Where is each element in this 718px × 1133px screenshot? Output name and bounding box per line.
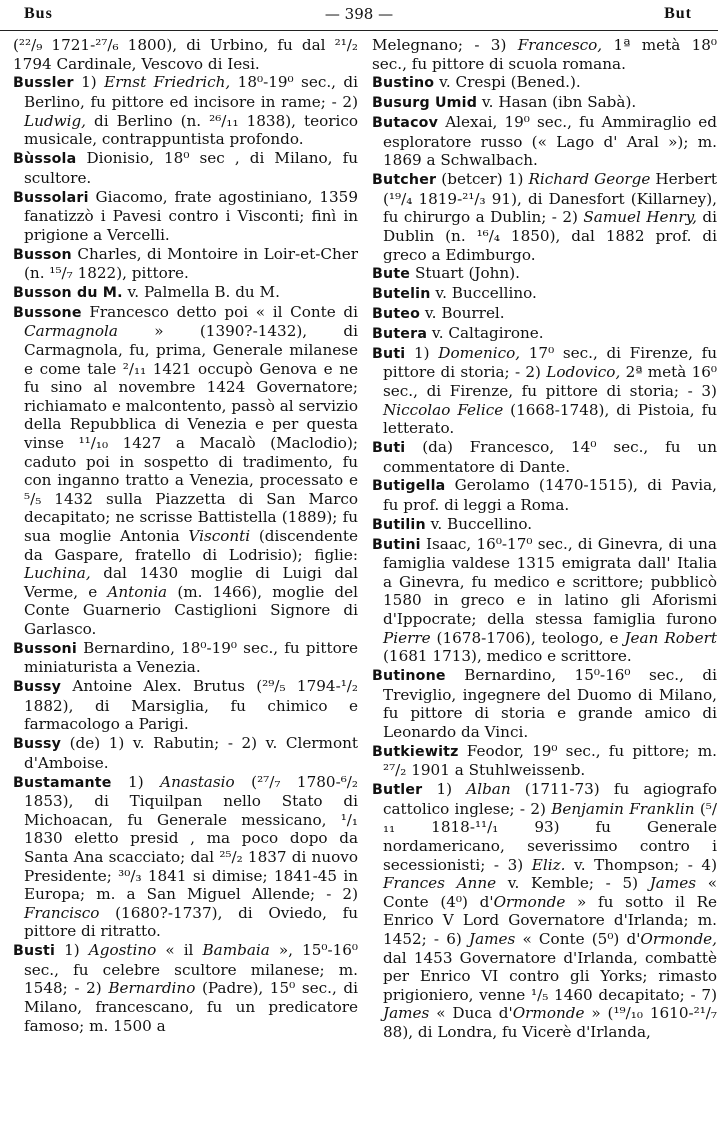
entry-text: 1) bbox=[405, 343, 439, 362]
entry-italic-text: Benjamin Franklin bbox=[551, 799, 695, 818]
dictionary-entry bbox=[372, 93, 717, 113]
entry-text: v. Caltagirone. bbox=[427, 323, 544, 342]
entry-headword: Buti bbox=[372, 439, 406, 456]
entry-headword: Butigella bbox=[372, 478, 446, 495]
entry-headword: Busurg Umid bbox=[372, 95, 478, 112]
entry-text: « il bbox=[156, 941, 203, 960]
entry-text: (Padre), 15⁰ sec., di Milano, francescano, fu un predicatore famoso; m. 1500 a bbox=[24, 979, 358, 1035]
entry-text: v. Palmella B. du M. bbox=[122, 282, 280, 301]
entry-text: (²⁷/₇ 1780-⁶/₂ 1853), di Tiquilpan nello Stato di Michoacan, fu Generale messicano, ¹/₁ 1830 eletto presid , ma poco dopo da Santa Ana scacciato; dal ²⁵/₂ 1837 di nuovo Presidente; ³⁰/₃ 1841 si dimise; 1841-45 in Europa; m. a San Miguel Allende; - 2) bbox=[24, 772, 358, 904]
entry-text: (betcer) 1) bbox=[436, 170, 529, 189]
entry-text: » (¹⁹/₁₀ 1610-²¹/₇ 88), di Londra, fu Vicerè d'Irlanda, bbox=[383, 1004, 717, 1041]
entry-text: 1) bbox=[422, 780, 467, 799]
entry-text: (m. 1466), moglie del Conte Guarnerio Castiglioni Signore di Garlasco. bbox=[24, 582, 358, 638]
entry-text: (⁵/₁₁ 1818-¹¹/₁ 93) fu Generale nordamericano, severissimo contro i secessionisti; - 3) bbox=[383, 799, 717, 874]
entry-text: v. Buccellino. bbox=[430, 284, 537, 303]
entry-text: (1668-1748), di Pistoia, fu letterato. bbox=[383, 400, 717, 438]
entry-text: » (1390?-1432), di Carmagnola, fu, prima, Generale milanese e come tale ²/₁₁ 1421 occupò Genova e ne fu sino al novembre 1424 Governatore; richiamato e malcontento, passò al servizio della Repubblica di Venezia e per questa vinse ¹¹/₁₀ 1427 a Macalò (Maclodio); caduto poi in sospetto di tradimento, fu con inganno tratto a Venezia, processato e ⁵/₅ 1432 sulla Piazzetta di San Marco decapitato; ne scrisse Battistella (1889); fu sua moglie Antonia bbox=[24, 322, 358, 545]
running-head-left: Bus bbox=[24, 5, 53, 22]
entry-text: (²²/₉ 1721-²⁷/₆ 1800), di Urbino, fu dal ²¹/₂ 1794 Cardinale, Vescovo di Iesi. bbox=[13, 36, 358, 73]
entry-text: (1678-1706), teologo, e bbox=[430, 628, 625, 647]
entry-text: di Berlino (n. ²⁶/₁₁ 1838), teorico musicale, contrappuntista profondo. bbox=[24, 111, 358, 149]
entry-italic-text: Bernardino bbox=[108, 979, 196, 998]
entry-italic-text: Pierre bbox=[383, 628, 431, 647]
entry-italic-text: Jean Robert bbox=[624, 628, 717, 647]
dictionary-entry bbox=[13, 677, 358, 734]
entry-text: Charles, di Montoire in Loir-et-Cher (n. ¹⁵/₇ 1822), pittore. bbox=[24, 244, 358, 283]
entry-headword: Buteo bbox=[372, 306, 421, 323]
page-number: — 398 — bbox=[324, 5, 394, 23]
continued-entry bbox=[372, 36, 717, 73]
entry-italic-text: James bbox=[649, 874, 697, 893]
dictionary-entry bbox=[13, 303, 358, 639]
entry-text: Feodor, 19⁰ sec., fu pittore; m. ²⁷/₂ 1901 a Stuhlweissenb. bbox=[383, 741, 717, 780]
left-column bbox=[13, 36, 358, 1035]
entry-text: v. Buccellino. bbox=[425, 514, 533, 533]
entry-text: Antoine Alex. Brutus (²⁹/₅ 1794-¹/₂ 1882), di Marsiglia, fu chimico e farmacologo a Parigi. bbox=[24, 677, 358, 734]
entry-headword: Bussoni bbox=[13, 640, 77, 657]
entry-text: 1) bbox=[55, 941, 89, 960]
dictionary-entry bbox=[13, 149, 358, 187]
entry-text: 17⁰ sec., di Firenze, fu pittore di storia; - 2) bbox=[383, 343, 717, 382]
entry-italic-text: James bbox=[383, 1004, 430, 1023]
running-head-right: But bbox=[664, 5, 692, 22]
entry-text: Bernardino, 15⁰-16⁰ sec., di Treviglio, ingegnere del Duomo di Milano, fu pittore di storia e grande amico di Leonardo da Vinci. bbox=[383, 666, 717, 741]
entry-text: Gerolamo (1470-1515), di Pavia, fu prof. di leggi a Roma. bbox=[383, 476, 717, 514]
entry-italic-text: Francesco, bbox=[517, 36, 603, 54]
entry-text: v. Kemble; - 5) bbox=[496, 874, 650, 893]
entry-text: « Conte (5⁰) d' bbox=[515, 929, 641, 948]
entry-italic-text: Antonia bbox=[107, 582, 168, 601]
entry-italic-text: Ormonde bbox=[493, 892, 566, 911]
dictionary-entry bbox=[372, 742, 717, 780]
entry-text: (1680?-1737), di Oviedo, fu pittore di ritratto. bbox=[24, 903, 358, 941]
dictionary-entry bbox=[372, 304, 717, 324]
dictionary-entry bbox=[13, 639, 358, 677]
entry-headword: Bùssola bbox=[13, 151, 77, 168]
dictionary-entry bbox=[13, 73, 358, 148]
entry-italic-text: Domenico, bbox=[438, 343, 521, 362]
entry-italic-text: Agostino bbox=[88, 941, 157, 960]
dictionary-entry bbox=[372, 264, 717, 284]
entry-italic-text: Francisco bbox=[24, 903, 100, 922]
entry-headword: Butcher bbox=[372, 172, 437, 189]
entry-text: « Conte (4⁰) d' bbox=[383, 874, 717, 911]
dictionary-entry bbox=[13, 941, 358, 1035]
entry-italic-text: Samuel Henry, bbox=[583, 208, 697, 227]
entry-headword: Busson bbox=[13, 246, 72, 263]
entry-italic-text: Visconti bbox=[188, 526, 251, 545]
entry-text: v. Crespi (Bened.). bbox=[434, 73, 581, 92]
entry-text: Bernardino, 18⁰-19⁰ sec., fu pittore miniaturista a Venezia. bbox=[24, 638, 358, 677]
dictionary-entry bbox=[372, 73, 717, 93]
entry-italic-text: Anastasio bbox=[160, 772, 235, 791]
entry-text: 1ª metà 18⁰ sec., fu pittore di scuola romana. bbox=[372, 36, 718, 73]
entry-italic-text: Luchina, bbox=[24, 564, 91, 583]
entry-text: v. Thompson; - 4) bbox=[565, 855, 717, 874]
entry-text: v. Bourrel. bbox=[420, 304, 505, 323]
entry-headword: Busson du M. bbox=[13, 284, 123, 301]
entry-headword: Butini bbox=[372, 536, 421, 553]
entry-italic-text: Niccolao Felice bbox=[383, 400, 504, 419]
entry-headword: Butler bbox=[372, 782, 423, 799]
entry-text: dal 1453 Governatore d'Irlanda, combattè per Enrico VI contro gli Yorks; rimasto prigioniero, venne ¹/₅ 1460 decapitato; - 7) bbox=[383, 948, 717, 1004]
entry-text: 2ª metà 16⁰ sec., di Firenze, fu pittore di storia; - 3) bbox=[383, 363, 717, 400]
entry-italic-text: Richard George bbox=[528, 170, 651, 189]
entry-italic-text: Lodovico, bbox=[546, 363, 621, 382]
entry-text: Isaac, 16⁰-17⁰ sec., di Ginevra, di una famiglia valdese 1315 emigrata dall' Italia a Ginevra, fu medico e scrittore; pubblicò 1580 in greco e in latino gli Aforismi d'Ippocrate; della stessa famiglia furono bbox=[383, 534, 717, 629]
entry-text: (1711-73) fu agiografo cattolico inglese; - 2) bbox=[383, 780, 717, 818]
entry-italic-text: Frances Anne bbox=[383, 874, 497, 893]
dictionary-entry bbox=[372, 780, 717, 1041]
entry-headword: Bussy bbox=[13, 679, 62, 696]
entry-italic-text: Ernst Friedrich, bbox=[104, 73, 231, 92]
dictionary-entry bbox=[372, 535, 717, 666]
entry-headword: Butkiewitz bbox=[372, 743, 459, 760]
entry-text: (da) Francesco, 14⁰ sec., fu un commentatore di Dante. bbox=[383, 437, 717, 476]
dictionary-entry bbox=[13, 283, 358, 303]
entry-text: (discendente da Gaspare, fratello di Lodrisio); figlie: bbox=[24, 526, 358, 564]
entry-headword: Bussler bbox=[13, 75, 74, 92]
entry-text: (1681 1713), medico e scrittore. bbox=[383, 647, 632, 666]
entry-headword: Bute bbox=[372, 266, 411, 283]
dictionary-entry bbox=[372, 170, 717, 264]
entry-headword: Bustino bbox=[372, 75, 435, 92]
entry-text: Giacomo, frate agostiniano, 1359 fanatizzò i Pavesi contro i Visconti; finì in prigione a Vercelli. bbox=[24, 187, 358, 244]
entry-italic-text: James bbox=[468, 929, 516, 948]
entry-text: Dionisio, 18⁰ sec , di Milano, fu scultore. bbox=[24, 149, 358, 187]
entry-italic-text: Alban bbox=[466, 780, 511, 799]
dictionary-entry bbox=[372, 438, 717, 476]
dictionary-entry bbox=[13, 734, 358, 772]
dictionary-entry bbox=[13, 188, 358, 245]
entry-text: 18⁰-19⁰ sec., di Berlino, fu pittore ed incisore in rame; - 2) bbox=[24, 73, 359, 112]
entry-headword: Buti bbox=[372, 345, 406, 362]
entry-italic-text: Carmagnola bbox=[24, 322, 118, 341]
entry-headword: Butelin bbox=[372, 286, 431, 303]
entry-text: 1) bbox=[73, 73, 105, 92]
continued-entry bbox=[13, 36, 358, 73]
entry-text: (de) 1) v. Rabutin; - 2) v. Clermont d'Amboise. bbox=[24, 734, 358, 772]
entry-text: », 15⁰-16⁰ sec., fu celebre scultore milanese; m. 1548; - 2) bbox=[24, 941, 359, 998]
entry-italic-text: Ormonde bbox=[512, 1004, 585, 1023]
dictionary-entry bbox=[372, 284, 717, 304]
entry-text: Melegnano; - 3) bbox=[372, 36, 518, 54]
entry-headword: Bussone bbox=[13, 304, 82, 321]
dictionary-entry bbox=[372, 113, 717, 170]
entry-italic-text: Eliz. bbox=[531, 855, 566, 874]
dictionary-entry bbox=[372, 344, 717, 438]
dictionary-entry bbox=[372, 476, 717, 514]
page-header bbox=[0, 0, 718, 31]
entry-text: Alexai, 19⁰ sec., fu Ammiraglio ed esploratore russo (« Lago d' Aral »); m. 1869 a Schwalbach. bbox=[383, 113, 717, 170]
entry-headword: Butacov bbox=[372, 115, 439, 132]
entry-text: 1) bbox=[111, 772, 161, 791]
entry-headword: Busti bbox=[13, 943, 56, 960]
entry-italic-text: Bambaia bbox=[202, 941, 270, 960]
entry-text: v. Hasan (ibn Sabà). bbox=[477, 93, 637, 112]
entry-text: Herbert (¹⁹/₄ 1819-²¹/₃ 91), di Danesfort (Killarney), fu chirurgo a Dublin; - 2) bbox=[383, 170, 717, 227]
entry-text: dal 1430 moglie di Luigi dal Verme, e bbox=[24, 564, 358, 601]
entry-text: Stuart (John). bbox=[410, 264, 520, 283]
dictionary-entry bbox=[372, 515, 717, 535]
right-column bbox=[372, 36, 717, 1042]
entry-headword: Bustamante bbox=[13, 774, 112, 791]
entry-headword: Butilin bbox=[372, 516, 426, 533]
entry-text: » fu sotto il Re Enrico V Lord Governatore d'Irlanda; m. 1452; - 6) bbox=[383, 892, 717, 948]
entry-text: Francesco detto poi « il Conte di bbox=[81, 302, 358, 321]
dictionary-entry bbox=[13, 245, 358, 283]
dictionary-entry bbox=[13, 773, 358, 941]
entry-headword: Butera bbox=[372, 325, 428, 342]
entry-italic-text: Ormonde, bbox=[640, 929, 717, 948]
entry-italic-text: Ludwig, bbox=[24, 111, 86, 130]
entry-text: « Duca d' bbox=[429, 1004, 513, 1023]
entry-headword: Bussolari bbox=[13, 189, 89, 206]
dictionary-entry bbox=[372, 666, 717, 741]
dictionary-entry bbox=[372, 324, 717, 344]
entry-headword: Butinone bbox=[372, 668, 446, 685]
entry-text: di Dublin (n. ¹⁶/₄ 1850), dal 1882 prof. di greco a Edimburgo. bbox=[383, 208, 717, 264]
entry-headword: Bussy bbox=[13, 736, 62, 753]
